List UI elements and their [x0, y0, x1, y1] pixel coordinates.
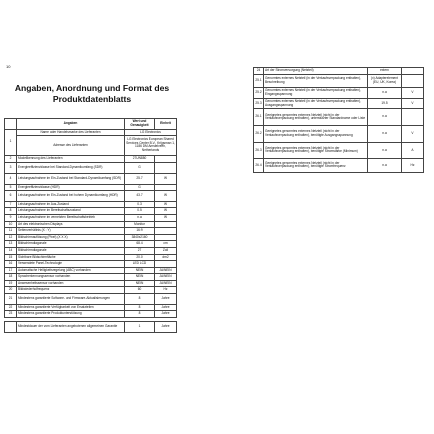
row-number: 21 [5, 294, 17, 305]
page-number: 10 [6, 64, 11, 69]
row-value: 43.7 [125, 191, 155, 202]
row-label: Genormtes externes Netzteil (in der Verkaufsverpackung enthalten), Eingangsspannung [264, 88, 368, 99]
row-label: Bildschirmdiagonale [17, 247, 125, 254]
row-value: NEIN [125, 267, 155, 274]
supplier-name-value: LG Electronics [125, 129, 177, 136]
row-number: 1 [5, 129, 17, 155]
row-unit: JA/NEIN [155, 280, 177, 287]
row-number: 11 [5, 228, 17, 235]
row-number: 16 [5, 261, 17, 268]
row-unit [402, 68, 424, 75]
row-unit: W [155, 214, 177, 221]
row-label: Spracherkennungssensor vorhanden [17, 274, 125, 281]
table-row [5, 234, 177, 241]
address-value: LG Electronics European Shared Services Center B.V., Krijgsman 1, 1186 DM Amstelveen, Netherlands [125, 136, 177, 156]
table-row [5, 155, 177, 163]
page-title [10, 83, 174, 104]
row-value: 8 [125, 311, 155, 318]
row-unit: Jahre [155, 311, 177, 318]
row-unit [155, 228, 177, 235]
row-value: 68.4 [125, 241, 155, 248]
row-unit: JA/NEIN [155, 267, 177, 274]
table-row [254, 98, 424, 109]
row-unit: V [402, 125, 424, 142]
row-label: Genormtes externes Netzteil (in der Verkaufsverpackung enthalten), Beschreibung [264, 74, 368, 88]
row-number: 24 [254, 68, 264, 75]
row-number: 25.3 [254, 98, 264, 109]
row-number: 5 [5, 184, 17, 191]
row-unit [155, 234, 177, 241]
table-row [5, 208, 177, 215]
row-number: 4 [5, 173, 17, 184]
table-row [254, 125, 424, 142]
row-number: 2 [5, 155, 17, 163]
row-label: Leistungsaufnahme im Ein-Zustand bei Standard-Dynamikumfang (SDR) [17, 173, 125, 184]
row-value: Monitor [125, 221, 155, 228]
row-number: 6 [5, 191, 17, 202]
row-unit: Zoll [155, 247, 177, 254]
row-label: Geeignetes genormtes externes Netzteil (nicht in der Verkaufsverpackung enthalten), benötigte Stromfrequenz [264, 159, 368, 173]
row-unit [155, 184, 177, 191]
page-title-line-2: Produktdatenblatts [52, 93, 132, 104]
row-value: n.a [125, 214, 155, 221]
page-title-line-1: Angaben, Anordnung und Format des [14, 83, 170, 93]
row-number: 23 [5, 311, 17, 318]
row-label: Sichtbare Bildschirmfläche [17, 254, 125, 261]
row-value: 20.0 [125, 254, 155, 261]
row-label: Anwesenheitssensor vorhanden [17, 280, 125, 287]
table-row [5, 322, 177, 333]
row-number: 19 [5, 280, 17, 287]
row-value: 27 [125, 247, 155, 254]
table-row [5, 163, 177, 174]
row-value: NEIN [125, 280, 155, 287]
row-label: Leistungsaufnahme im vernetzten Bereitschaftsbetrieb [17, 214, 125, 221]
row-number: 26.4 [254, 159, 264, 173]
row-label: Geeignetes genormtes externes Netzteil (nicht in der Verkaufsverpackung enthalten), benötigte Ausgangsspannung [264, 125, 368, 142]
row-unit: A [402, 142, 424, 159]
row-value: n.a [368, 109, 402, 126]
row-value: n.a [368, 159, 402, 173]
row-value: extern [368, 68, 402, 75]
row-value: 0.3 [125, 201, 155, 208]
row-number: 26.3 [254, 142, 264, 159]
table-row [254, 159, 424, 173]
row-value: 25.7 [125, 173, 155, 184]
row-number: 12 [5, 234, 17, 241]
table-row [5, 184, 177, 191]
row-label: Bildwiederholfrequenz [17, 287, 125, 294]
product-datasheet-table [4, 118, 177, 333]
row-unit: W [155, 191, 177, 202]
row-number: 20 [5, 287, 17, 294]
row-number: 15 [5, 254, 17, 261]
row-value: n.a [368, 125, 402, 142]
row-value: (x) Adapterelement (EU, UK, Korea) [368, 74, 402, 88]
row-label: Genormtes externes Netzteil (in der Verkaufsverpackung enthalten), Ausgangsspannung [264, 98, 368, 109]
table-row [5, 287, 177, 294]
table-row [5, 247, 177, 254]
row-unit: Jahre [155, 304, 177, 311]
row-value: 16:9 [125, 228, 155, 235]
row-label: Geeignetes genormtes externes Netzteil (nicht in der Verkaufsverpackung enthalten), benötigte Stromstärke (Minimum) [264, 142, 368, 159]
table-row [5, 191, 177, 202]
row-unit: Hz [402, 159, 424, 173]
row-unit: Jahre [155, 322, 177, 333]
row-label: Energieeffizienzklasse (HDR) [17, 184, 125, 191]
address-label: Adresse des Lieferanten [17, 136, 125, 156]
row-unit: W [155, 173, 177, 184]
row-value: n.a [368, 88, 402, 99]
row-number: 25.2 [254, 88, 264, 99]
table-row [5, 311, 177, 318]
table-row [5, 173, 177, 184]
row-label: Bildschirmdiagonale [17, 241, 125, 248]
row-label: Seitenverhältnis (X : Y) [17, 228, 125, 235]
row-label: Bildschirmauflösung (Pixel) (X X X) [17, 234, 125, 241]
row-number: 3 [5, 163, 17, 174]
row-unit: dm2 [155, 254, 177, 261]
row-label: Modellkennung des Lieferanten [17, 155, 125, 163]
table-row [5, 129, 177, 136]
header-number [5, 119, 17, 130]
row-unit: Hz [155, 287, 177, 294]
row-value: G [125, 163, 155, 174]
table-row [5, 201, 177, 208]
row-value: 60 [125, 287, 155, 294]
row-value: 0.5 [125, 208, 155, 215]
row-value: NEIN [125, 274, 155, 281]
row-label: Geeignetes genormtes externes Netzteil (nicht in der Verkaufsverpackung enthalten), unterstützter Standardname oder Liste [264, 109, 368, 126]
row-number: 26.2 [254, 125, 264, 142]
row-unit [155, 163, 177, 174]
row-label: Leistungsaufnahme im Ein-Zustand bei hohem Dynamikumfang (HDR) [17, 191, 125, 202]
row-label: Leistungsaufnahme im Bereitschaftszustand [17, 208, 125, 215]
row-number: 9 [5, 214, 17, 221]
row-label: Leistungsaufnahme im Aus-Zustand [17, 201, 125, 208]
row-value: 19.5 [368, 98, 402, 109]
table-row [254, 74, 424, 88]
table-row [5, 294, 177, 305]
row-value: 8 [125, 294, 155, 305]
row-value: G [125, 184, 155, 191]
table-header-row [5, 119, 177, 130]
row-label: Mindestdauer der vom Lieferanten angebotenen allgemeinen Garantie [17, 322, 125, 333]
row-unit [155, 261, 177, 268]
row-value: 3840x2160 [125, 234, 155, 241]
table-row [254, 88, 424, 99]
table-row [5, 267, 177, 274]
table-row [254, 142, 424, 159]
row-unit [155, 155, 177, 163]
row-unit [155, 221, 177, 228]
row-value: 1 [125, 322, 155, 333]
supplier-name-label: Name oder Handelsmarke des Lieferanten [17, 129, 125, 136]
row-label: Art der Stromversorgung (Netzteil) [264, 68, 368, 75]
row-number: 7 [5, 201, 17, 208]
table-row [5, 274, 177, 281]
row-number: 14 [5, 247, 17, 254]
row-number: 22 [5, 304, 17, 311]
row-unit: cm [155, 241, 177, 248]
table-row [5, 214, 177, 221]
row-value: 27UN880 [125, 155, 155, 163]
row-number: 25.1 [254, 74, 264, 88]
table-row [5, 241, 177, 248]
table-row [5, 261, 177, 268]
row-number: 13 [5, 241, 17, 248]
table-row [5, 228, 177, 235]
row-unit: Jahre [155, 294, 177, 305]
table-row [254, 109, 424, 126]
row-number: 10 [5, 221, 17, 228]
power-supply-table [253, 67, 424, 173]
row-unit [402, 74, 424, 88]
row-label: Automatische Helligkeitsregelung (ABC) vorhanden [17, 267, 125, 274]
row-unit: V [402, 88, 424, 99]
row-number: 18 [5, 274, 17, 281]
row-value: 8 [125, 304, 155, 311]
table-row [254, 68, 424, 75]
row-value: LED LCD [125, 261, 155, 268]
header-angaben: Angaben [17, 119, 125, 130]
row-label: Mindestens garantierte Produktunterstützung [17, 311, 125, 318]
row-label: Mindestens garantierte Verfügbarkeit von Ersatzteilen [17, 304, 125, 311]
row-number: 8 [5, 208, 17, 215]
table-row [5, 221, 177, 228]
row-value: n.a [368, 142, 402, 159]
row-unit: W [155, 208, 177, 215]
row-unit: JA/NEIN [155, 274, 177, 281]
row-number: 17 [5, 267, 17, 274]
row-number [5, 322, 17, 333]
row-unit: W [155, 201, 177, 208]
table-row [5, 280, 177, 287]
row-number: 26.1 [254, 109, 264, 126]
table-row [5, 304, 177, 311]
header-value: Wert und Genauigkeit [125, 119, 155, 130]
row-label: Energieeffizienzklasse bei Standard-Dynamikumfang (SDR) [17, 163, 125, 174]
row-label: Mindestens garantierte Software- und Firmware-Aktualisierungen [17, 294, 125, 305]
row-unit: V [402, 98, 424, 109]
row-unit [402, 109, 424, 126]
table-row [5, 136, 177, 156]
row-label: Art des elektronischen Displays [17, 221, 125, 228]
table-row [5, 254, 177, 261]
row-label: Verwendete Panel-Technologie [17, 261, 125, 268]
header-unit: Einheit [155, 119, 177, 130]
